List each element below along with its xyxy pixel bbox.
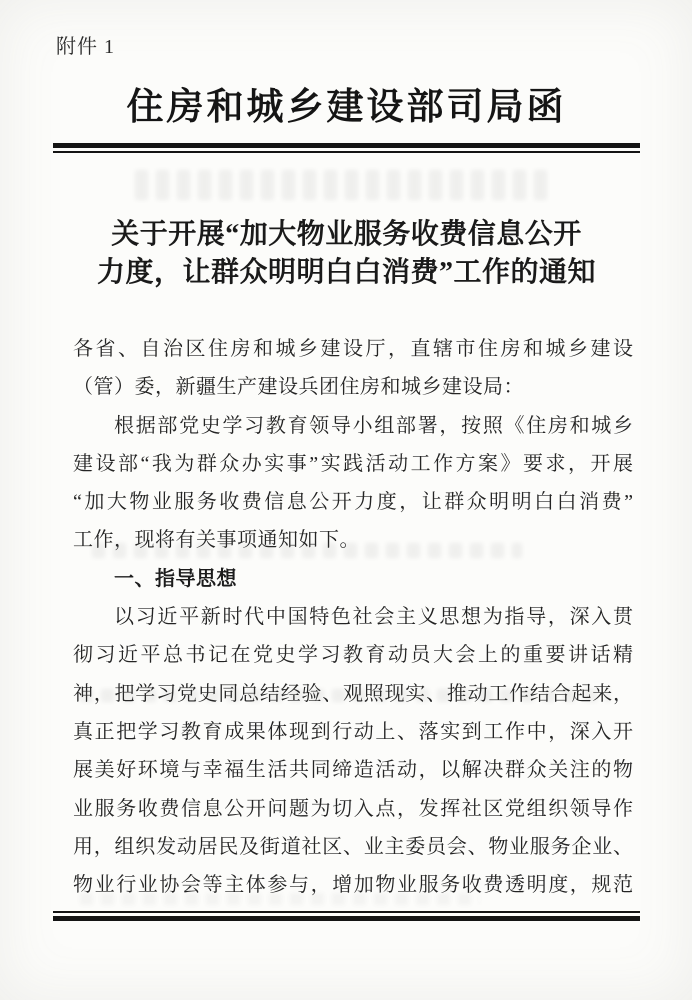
footer-double-rule — [53, 911, 640, 921]
document-body — [73, 330, 633, 904]
body-line: 各省、自治区住房和城乡建设厅，直辖市住房和城乡建设 — [73, 338, 633, 360]
body-line: 业服务收费信息公开问题为切入点，发挥社区党组织领导作 — [73, 797, 633, 820]
document-title — [53, 216, 640, 292]
rule-thin-line — [53, 151, 640, 153]
ink-bleed-artifact — [135, 170, 555, 200]
body-line: 物业行业协会等主体参与，增加物业服务收费透明度，规范 — [73, 874, 633, 897]
document-title-line-2: 力度，让群众明明白白消费”工作的通知 — [96, 257, 596, 288]
body-line: 建设部“我为群众办实事”实践活动工作方案》要求，开展 — [73, 452, 633, 475]
body-line: 以习近平新时代中国特色社会主义思想为指导，深入贯 — [114, 606, 633, 629]
body-line: （管）委，新疆生产建设兵团住房和城乡建设局： — [73, 376, 524, 399]
body-line: 彻习近平总书记在党史学习教育动员大会上的重要讲话精 — [73, 644, 633, 667]
body-line: 展美好环境与幸福生活共同缔造活动，以解决群众关注的物 — [73, 759, 633, 782]
body-line: 用，组织发动居民及街道社区、业主委员会、物业服务企业、 — [73, 835, 633, 858]
body-line: 工作，现将有关事项通知如下。 — [73, 529, 360, 552]
masthead-double-rule — [53, 143, 640, 153]
attachment-label: 附件 1 — [56, 36, 115, 58]
masthead-title: 住房和城乡建设部司局函 — [126, 87, 567, 128]
rule-thick-line — [53, 916, 640, 921]
body-line: “加大物业服务收费信息公开力度，让群众明明白白消费” — [73, 491, 633, 514]
body-line: 神，把学习党史同总结经验、观照现实、推动工作结合起来， — [73, 682, 633, 705]
document-title-line-1: 关于开展“加大物业服务收费信息公开 — [111, 219, 582, 250]
section-heading: 一、指导思想 — [114, 567, 237, 590]
body-line: 真正把学习教育成果体现到行动上、落实到工作中，深入开 — [73, 720, 633, 743]
body-line: 根据部党史学习教育领导小组部署，按照《住房和城乡 — [114, 414, 633, 437]
